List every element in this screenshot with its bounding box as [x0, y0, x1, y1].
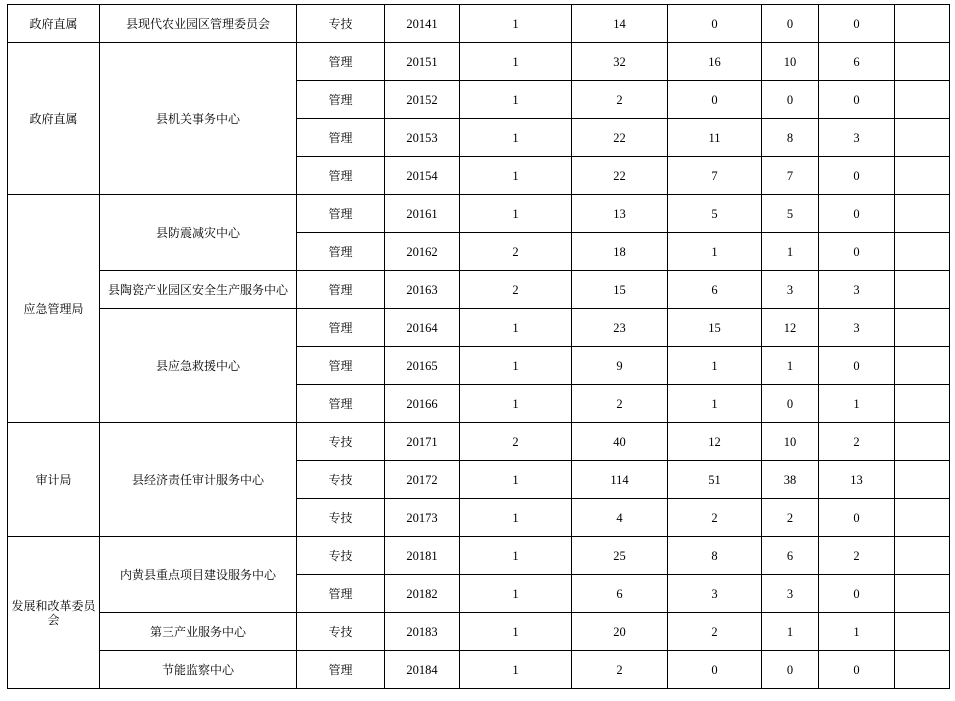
post-code-cell: 20161: [385, 195, 460, 233]
table-row: [8, 309, 950, 347]
count-col3-cell: 16: [668, 43, 762, 81]
count-col4-cell: 1: [762, 233, 819, 271]
count-col4-cell: 38: [762, 461, 819, 499]
department-cell: 政府直属: [8, 43, 100, 195]
post-type-cell: 专技: [297, 499, 385, 537]
notes-cell: [895, 233, 950, 271]
unit-cell: 县应急救援中心: [100, 309, 297, 423]
post-code-cell: 20163: [385, 271, 460, 309]
count-col5-cell: 3: [819, 309, 895, 347]
post-code-cell: 20184: [385, 651, 460, 689]
count-col2-cell: 4: [572, 499, 668, 537]
count-col2-cell: 9: [572, 347, 668, 385]
department-cell: 政府直属: [8, 5, 100, 43]
count-col5-cell: 13: [819, 461, 895, 499]
post-type-cell: 管理: [297, 233, 385, 271]
count-col1-cell: 1: [460, 385, 572, 423]
count-col5-cell: 0: [819, 81, 895, 119]
notes-cell: [895, 157, 950, 195]
count-col5-cell: 0: [819, 575, 895, 613]
count-col1-cell: 2: [460, 423, 572, 461]
count-col1-cell: 1: [460, 119, 572, 157]
post-code-cell: 20162: [385, 233, 460, 271]
count-col2-cell: 13: [572, 195, 668, 233]
count-col4-cell: 0: [762, 651, 819, 689]
count-col5-cell: 0: [819, 233, 895, 271]
notes-cell: [895, 5, 950, 43]
count-col2-cell: 32: [572, 43, 668, 81]
count-col1-cell: 2: [460, 271, 572, 309]
count-col5-cell: 0: [819, 157, 895, 195]
table-row: [8, 651, 950, 689]
count-col4-cell: 0: [762, 385, 819, 423]
table-row: [8, 271, 950, 309]
count-col3-cell: 2: [668, 499, 762, 537]
count-col2-cell: 14: [572, 5, 668, 43]
data-table: [7, 4, 950, 689]
table-row: [8, 195, 950, 233]
count-col1-cell: 1: [460, 5, 572, 43]
count-col1-cell: 1: [460, 157, 572, 195]
count-col5-cell: 2: [819, 423, 895, 461]
count-col3-cell: 5: [668, 195, 762, 233]
notes-cell: [895, 43, 950, 81]
count-col1-cell: 1: [460, 81, 572, 119]
unit-cell: 第三产业服务中心: [100, 613, 297, 651]
post-code-cell: 20152: [385, 81, 460, 119]
count-col3-cell: 15: [668, 309, 762, 347]
count-col3-cell: 2: [668, 613, 762, 651]
count-col3-cell: 51: [668, 461, 762, 499]
count-col3-cell: 6: [668, 271, 762, 309]
post-type-cell: 管理: [297, 309, 385, 347]
count-col2-cell: 114: [572, 461, 668, 499]
post-type-cell: 专技: [297, 5, 385, 43]
count-col5-cell: 6: [819, 43, 895, 81]
post-type-cell: 管理: [297, 119, 385, 157]
post-code-cell: 20173: [385, 499, 460, 537]
department-cell: 发展和改革委员会: [8, 537, 100, 689]
count-col5-cell: 3: [819, 271, 895, 309]
post-type-cell: 管理: [297, 575, 385, 613]
post-type-cell: 专技: [297, 537, 385, 575]
count-col1-cell: 1: [460, 537, 572, 575]
count-col4-cell: 3: [762, 575, 819, 613]
count-col5-cell: 0: [819, 195, 895, 233]
post-type-cell: 专技: [297, 461, 385, 499]
notes-cell: [895, 309, 950, 347]
post-type-cell: 管理: [297, 43, 385, 81]
count-col2-cell: 15: [572, 271, 668, 309]
post-type-cell: 管理: [297, 271, 385, 309]
count-col4-cell: 0: [762, 5, 819, 43]
count-col3-cell: 7: [668, 157, 762, 195]
unit-cell: 县机关事务中心: [100, 43, 297, 195]
count-col1-cell: 2: [460, 233, 572, 271]
table-row: [8, 613, 950, 651]
notes-cell: [895, 195, 950, 233]
post-code-cell: 20166: [385, 385, 460, 423]
count-col3-cell: 12: [668, 423, 762, 461]
count-col2-cell: 18: [572, 233, 668, 271]
count-col4-cell: 6: [762, 537, 819, 575]
department-cell: 应急管理局: [8, 195, 100, 423]
count-col2-cell: 22: [572, 119, 668, 157]
unit-cell: 县防震减灾中心: [100, 195, 297, 271]
count-col4-cell: 1: [762, 613, 819, 651]
count-col4-cell: 8: [762, 119, 819, 157]
count-col3-cell: 0: [668, 81, 762, 119]
count-col2-cell: 2: [572, 385, 668, 423]
department-cell: 审计局: [8, 423, 100, 537]
table-row: [8, 43, 950, 81]
count-col1-cell: 1: [460, 575, 572, 613]
count-col3-cell: 1: [668, 347, 762, 385]
notes-cell: [895, 651, 950, 689]
count-col5-cell: 2: [819, 537, 895, 575]
table-row: [8, 537, 950, 575]
table-row: [8, 5, 950, 43]
unit-cell: 内黄县重点项目建设服务中心: [100, 537, 297, 613]
notes-cell: [895, 499, 950, 537]
count-col4-cell: 10: [762, 43, 819, 81]
count-col1-cell: 1: [460, 43, 572, 81]
count-col3-cell: 8: [668, 537, 762, 575]
post-type-cell: 管理: [297, 385, 385, 423]
count-col3-cell: 3: [668, 575, 762, 613]
notes-cell: [895, 575, 950, 613]
notes-cell: [895, 537, 950, 575]
post-code-cell: 20164: [385, 309, 460, 347]
post-type-cell: 专技: [297, 613, 385, 651]
notes-cell: [895, 461, 950, 499]
post-type-cell: 管理: [297, 157, 385, 195]
notes-cell: [895, 347, 950, 385]
post-type-cell: 专技: [297, 423, 385, 461]
unit-cell: 县经济责任审计服务中心: [100, 423, 297, 537]
unit-cell: 节能监察中心: [100, 651, 297, 689]
notes-cell: [895, 385, 950, 423]
count-col4-cell: 7: [762, 157, 819, 195]
count-col5-cell: 0: [819, 5, 895, 43]
count-col2-cell: 20: [572, 613, 668, 651]
count-col3-cell: 0: [668, 5, 762, 43]
count-col4-cell: 10: [762, 423, 819, 461]
post-code-cell: 20153: [385, 119, 460, 157]
count-col3-cell: 0: [668, 651, 762, 689]
notes-cell: [895, 271, 950, 309]
post-code-cell: 20171: [385, 423, 460, 461]
unit-cell: 县现代农业园区管理委员会: [100, 5, 297, 43]
count-col5-cell: 1: [819, 385, 895, 423]
post-code-cell: 20172: [385, 461, 460, 499]
count-col1-cell: 1: [460, 613, 572, 651]
count-col2-cell: 40: [572, 423, 668, 461]
count-col3-cell: 1: [668, 233, 762, 271]
notes-cell: [895, 81, 950, 119]
count-col5-cell: 0: [819, 651, 895, 689]
count-col2-cell: 25: [572, 537, 668, 575]
post-type-cell: 管理: [297, 195, 385, 233]
count-col2-cell: 2: [572, 81, 668, 119]
post-code-cell: 20183: [385, 613, 460, 651]
post-code-cell: 20182: [385, 575, 460, 613]
count-col4-cell: 3: [762, 271, 819, 309]
count-col2-cell: 22: [572, 157, 668, 195]
count-col3-cell: 1: [668, 385, 762, 423]
notes-cell: [895, 423, 950, 461]
post-code-cell: 20151: [385, 43, 460, 81]
count-col1-cell: 1: [460, 651, 572, 689]
count-col1-cell: 1: [460, 461, 572, 499]
count-col4-cell: 0: [762, 81, 819, 119]
count-col1-cell: 1: [460, 499, 572, 537]
post-code-cell: 20141: [385, 5, 460, 43]
count-col2-cell: 6: [572, 575, 668, 613]
notes-cell: [895, 613, 950, 651]
post-type-cell: 管理: [297, 347, 385, 385]
count-col2-cell: 23: [572, 309, 668, 347]
count-col2-cell: 2: [572, 651, 668, 689]
count-col4-cell: 1: [762, 347, 819, 385]
notes-cell: [895, 119, 950, 157]
count-col1-cell: 1: [460, 347, 572, 385]
count-col5-cell: 0: [819, 499, 895, 537]
post-type-cell: 管理: [297, 81, 385, 119]
count-col1-cell: 1: [460, 309, 572, 347]
count-col4-cell: 5: [762, 195, 819, 233]
post-code-cell: 20165: [385, 347, 460, 385]
count-col4-cell: 12: [762, 309, 819, 347]
post-code-cell: 20181: [385, 537, 460, 575]
post-type-cell: 管理: [297, 651, 385, 689]
count-col1-cell: 1: [460, 195, 572, 233]
unit-cell: 县陶瓷产业园区安全生产服务中心: [100, 271, 297, 309]
post-code-cell: 20154: [385, 157, 460, 195]
table-row: [8, 423, 950, 461]
count-col5-cell: 0: [819, 347, 895, 385]
count-col3-cell: 11: [668, 119, 762, 157]
count-col5-cell: 1: [819, 613, 895, 651]
count-col4-cell: 2: [762, 499, 819, 537]
count-col5-cell: 3: [819, 119, 895, 157]
